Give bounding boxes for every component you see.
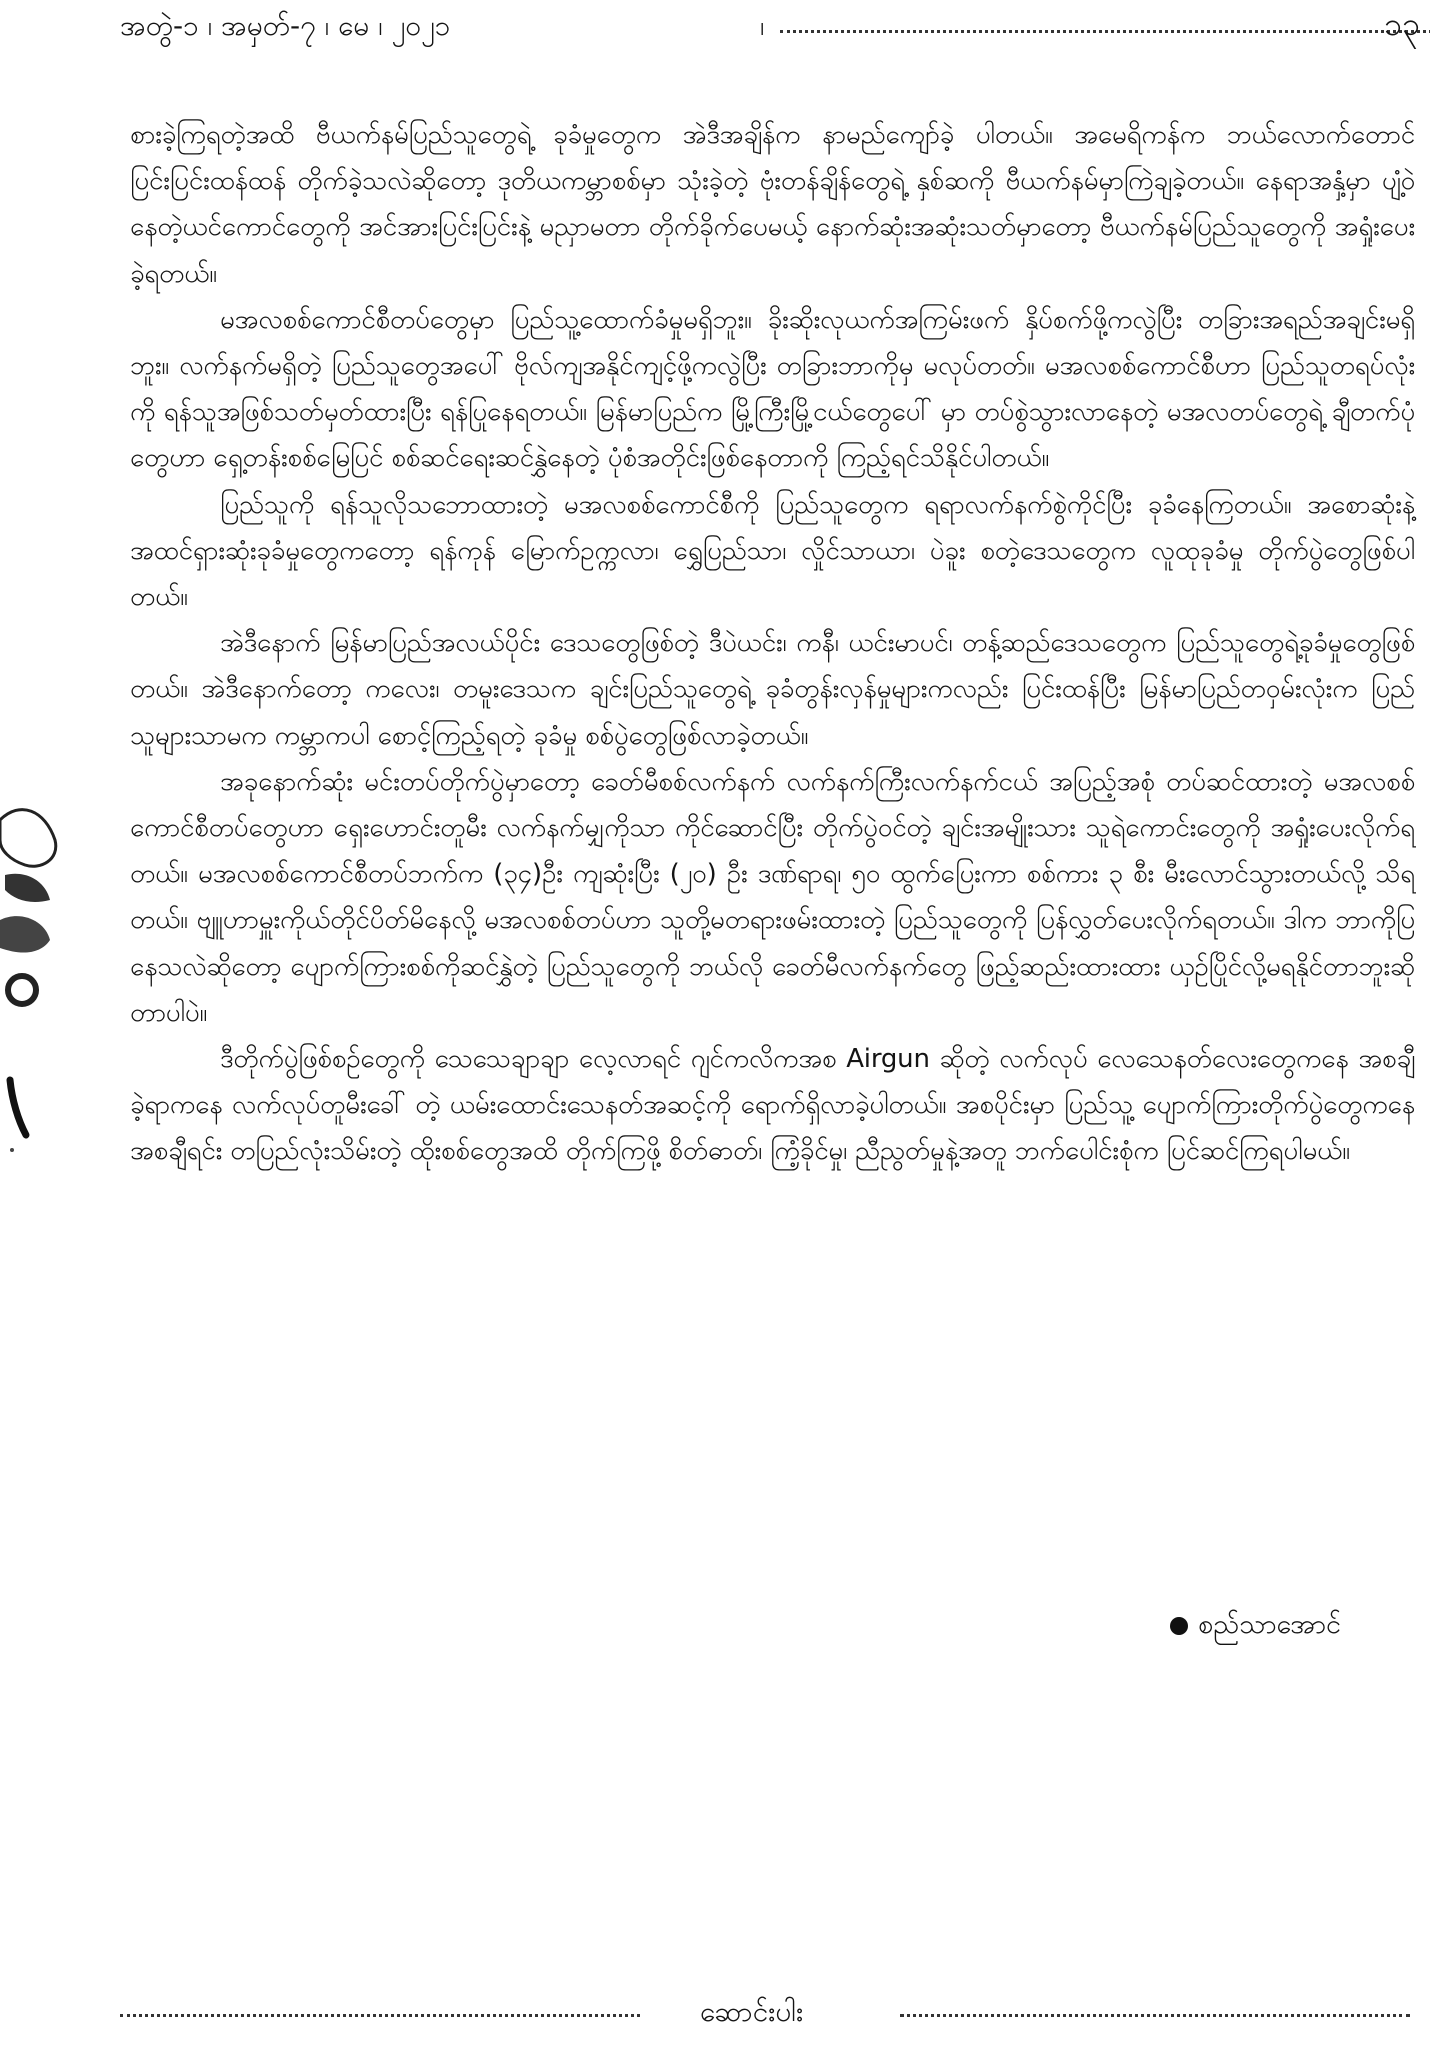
issue-info: အတွဲ-၁ ၊ အမှတ်-၇ ၊ မေ ၊ ၂၀၂၁ xyxy=(120,9,451,42)
footer-dotted-rule-right xyxy=(900,2014,1410,2017)
section-label: ဆောင်းပါး xyxy=(700,1995,804,2028)
article-paragraph: မအလစစ်ကောင်စီတပ်တွေမှာ ပြည်သူ့ထောက်ခံမှုမရှိဘူး။ ခိုးဆိုးလုယက်အကြမ်းဖက် နှိပ်စက်ဖို့ကလွဲပြီး တခြားအရည်အချင်းမရှိဘူး။ လက်နက်မရှိတဲ့ ပြည်သူတွေအပေါ် ဗိုလ်ကျအနိုင်ကျင့်ဖို့ကလွဲပြီး တခြားဘာကိုမှ မလုပ်တတ်။ မအလစစ်ကောင်စီဟာ ပြည်သူတရပ်လုံးကို ရန်သူအဖြစ်သတ်မှတ်ထားပြီး ရန်ပြုနေရတယ်။ မြန်မာပြည်က မြို့ကြီးမြို့ငယ်တွေပေါ် မှာ တပ်စွဲသွားလာနေတဲ့ မအလတပ်တွေရဲ့ ချီတက်ပုံတွေဟာ ရှေ့တန်းစစ်မြေပြင် စစ်ဆင်ရေးဆင်နွှဲနေတဲ့ ပုံစံအတိုင်းဖြစ်နေတာကို ကြည့်ရင်သိနိုင်ပါတယ်။ xyxy=(130,304,1415,474)
footer-dotted-rule-left xyxy=(120,2014,640,2017)
page-header xyxy=(120,0,1420,60)
article-paragraph: ဒီတိုက်ပွဲဖြစ်စဉ်တွေကို သေသေချာချာ လေ့လာရင် ဂျင်ကလိကအစ Airgun ဆိုတဲ့ လက်လုပ် လေသေနတ်လေးတွေကနေ အစချီခဲ့ရာကနေ လက်လုပ်တူမီးခေါ် တဲ့ ယမ်းထောင်းသေနတ်အဆင့်ကို ရောက်ရှိလာခဲ့ပါတယ်။ အစပိုင်းမှာ ပြည်သူ့ ပျောက်ကြားတိုက်ပွဲတွေကနေ အစချီရင်း တပြည်လုံးသိမ်းတဲ့ ထိုးစစ်တွေအထိ တိုက်ကြဖို့ စိတ်ဓာတ်၊ ကြံ့ခိုင်မှု၊ ညီညွတ်မှုနဲ့အတူ ဘက်ပေါင်းစုံက ပြင်ဆင်ကြရပါမယ်။ xyxy=(130,1044,1415,1167)
article-paragraph: အဲဒီနောက် မြန်မာပြည်အလယ်ပိုင်း ဒေသတွေဖြစ်တဲ့ ဒီပဲယင်း၊ ကနီ၊ ယင်းမာပင်၊ တန့်ဆည်ဒေသတွေက ပြည်သူတွေရဲ့ခုခံမှုတွေဖြစ်တယ်။ အဲဒီနောက်တော့ ကလေး၊ တမူးဒေသက ချင်းပြည်သူတွေရဲ့ ခုခံတွန်းလှန်မှုများကလည်း ပြင်းထန်ပြီး မြန်မာပြည်တဝှမ်းလုံးက ပြည်သူများသာမက ကမ္ဘာကပါ စောင့်ကြည့်ရတဲ့ ခုခံမှု စစ်ပွဲတွေဖြစ်လာခဲ့တယ်။ xyxy=(130,628,1415,751)
author-name: စည်သာအောင် xyxy=(1198,1609,1341,1640)
header-separator: ၊ xyxy=(760,9,765,42)
article-paragraph: အခုနောက်ဆုံး မင်းတပ်တိုက်ပွဲမှာတော့ ခေတ်မီစစ်လက်နက် လက်နက်ကြီးလက်နက်ငယ် အပြည့်အစုံ တပ်ဆင်ထားတဲ့ မအလစစ်ကောင်စီတပ်တွေဟာ ရှေးဟောင်းတူမီး လက်နက်မျှကိုသာ ကိုင်ဆောင်ပြီး တိုက်ပွဲဝင်တဲ့ ချင်းအမျိုးသား သူရဲကောင်းတွေကို အရှုံးပေးလိုက်ရတယ်။ မအလစစ်ကောင်စီတပ်ဘက်က (၃၄)ဦး ကျဆုံးပြီး (၂၀) ဦး ဒဏ်ရာရ၊ ၅၀ ထွက်ပြေးကာ စစ်ကား ၃ စီး မီးလောင်သွားတယ်လို့ သိရတယ်။ ဗျူဟာမှူးကိုယ်တိုင်ပိတ်မိနေလို့ မအလစစ်တပ်ဟာ သူတို့မတရားဖမ်းထားတဲ့ ပြည်သူတွေကို ပြန်လွှတ်ပေးလိုက်ရတယ်။ ဒါက ဘာကိုပြနေသလဲဆိုတော့ ပျောက်ကြားစစ်ကိုဆင်နွှဲတဲ့ ပြည်သူတွေကို ဘယ်လို ခေတ်မီလက်နက်တွေ ဖြည့်ဆည်းထားထား ယှဉ်ပြိုင်လို့မရနိုင်တာဘူးဆိုတာပါပဲ။ xyxy=(130,766,1415,1028)
article-paragraph: စားခဲ့ကြရတဲ့အထိ ဗီယက်နမ်ပြည်သူတွေရဲ့ ခုခံမှုတွေက အဲဒီအချိန်က နာမည်ကျော်ခဲ့ ပါတယ်။ အမေရိကန်က ဘယ်လောက်တောင် ပြင်းပြင်းထန်ထန် တိုက်ခဲ့သလဲဆိုတော့ ဒုတိယကမ္ဘာစစ်မှာ သုံးခဲ့တဲ့ ဗုံးတန်ချိန်တွေရဲ့ နှစ်ဆကို ဗီယက်နမ်မှာကြဲချခဲ့တယ်။ နေရာအနှံ့မှာ ပျံ့ဝဲနေတဲ့ယင်ကောင်တွေကို အင်အားပြင်းပြင်းနဲ့ မညှာမတာ တိုက်ခိုက်ပေမယ့် နောက်ဆုံးအဆုံးသတ်မှာတော့ ဗီယက်နမ်ပြည်သူတွေကို အရှုံးပေးခဲ့ရတယ်။ xyxy=(130,120,1415,289)
article-body xyxy=(130,112,1415,1175)
bullet-icon xyxy=(1170,1617,1188,1635)
page-number: ၁၃ xyxy=(1384,5,1420,43)
article-paragraph: ပြည်သူကို ရန်သူလိုသဘောထားတဲ့ မအလစစ်ကောင်စီကို ပြည်သူတွေက ရရာလက်နက်စွဲကိုင်ပြီး ခုခံနေကြတယ်။ အစောဆုံးနဲ့ အထင်ရှားဆုံးခုခံမှုတွေကတော့ ရန်ကုန် မြောက်ဥက္ကလာ၊ ရွှေပြည်သာ၊ လှိုင်သာယာ၊ ပဲခူး စတဲ့ဒေသတွေက လူထုခုခံမှု တိုက်ပွဲတွေဖြစ်ပါတယ်။ xyxy=(130,489,1415,613)
header-dotted-rule xyxy=(780,30,1430,33)
page-footer xyxy=(120,1990,1410,2040)
edge-illustration xyxy=(0,780,70,1160)
author-signature xyxy=(1170,1602,1341,1648)
